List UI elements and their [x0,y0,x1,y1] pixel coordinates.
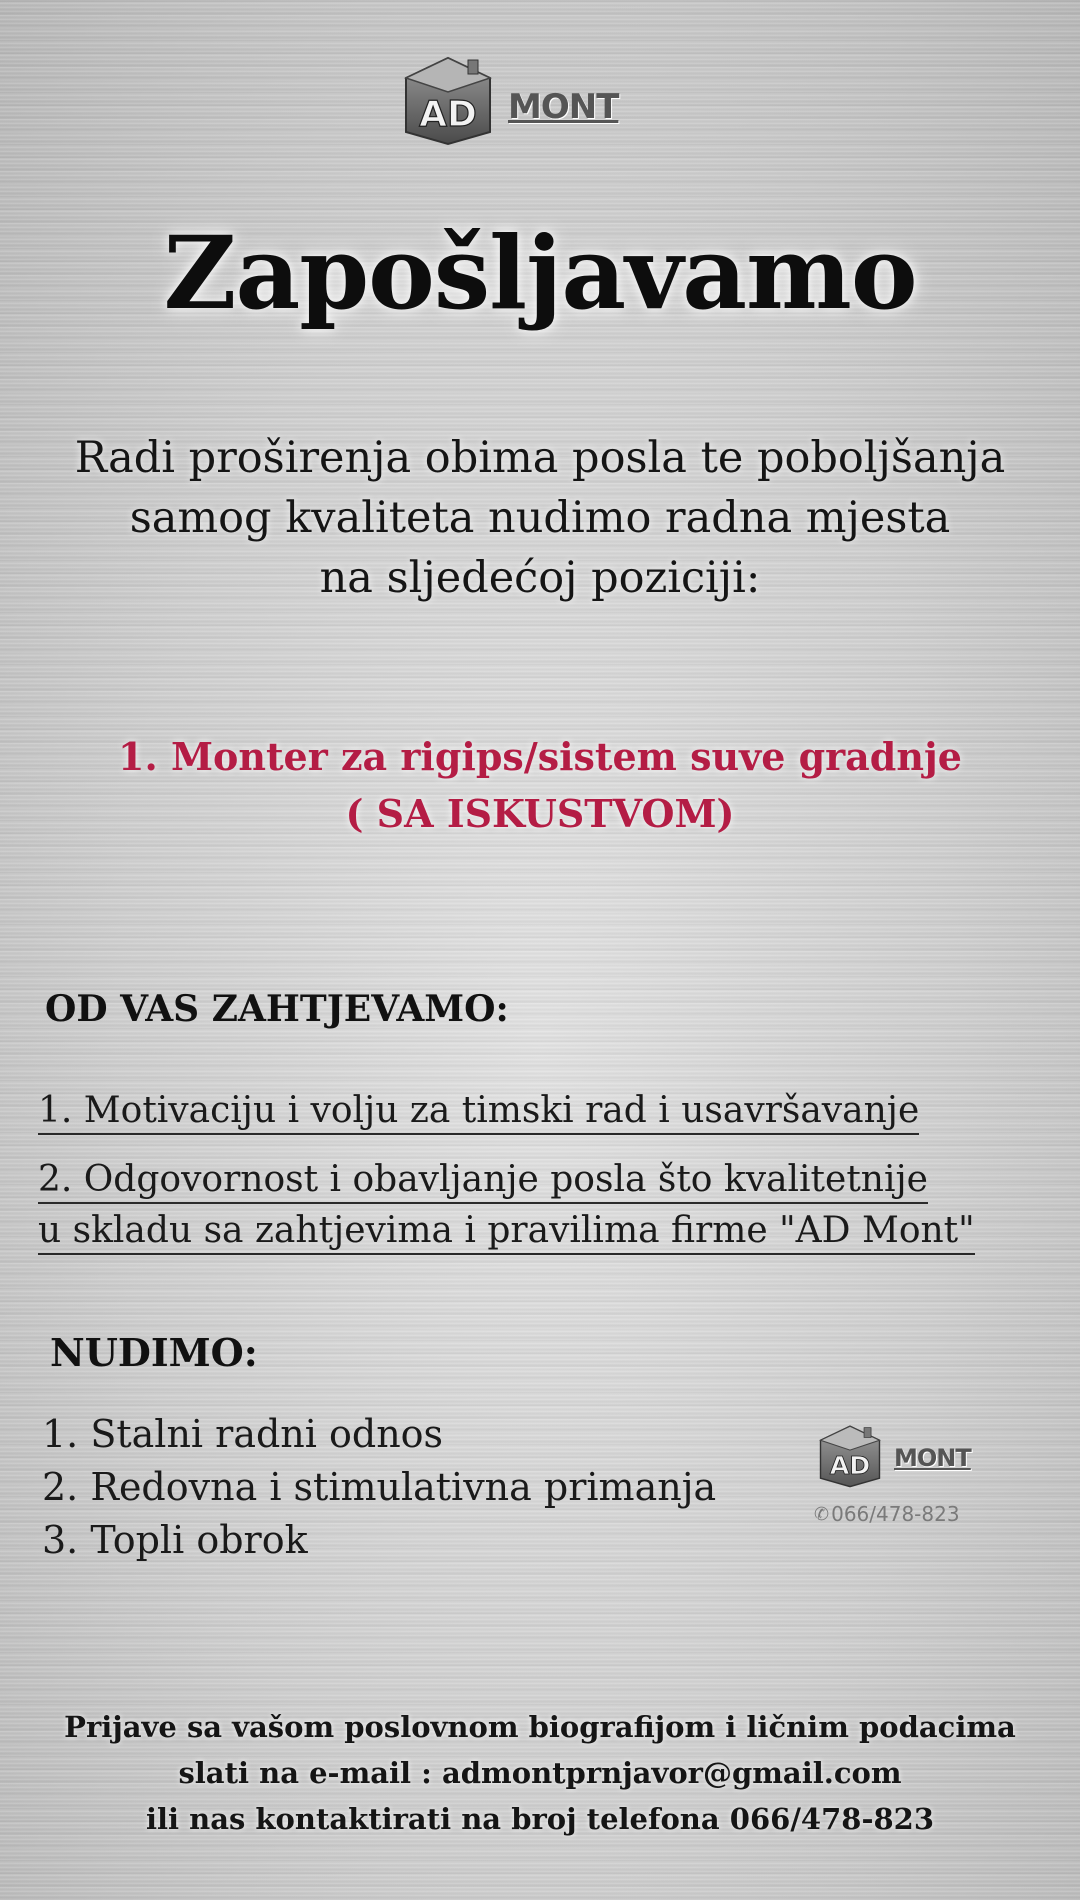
footer-line: ili nas kontaktirati na broj telefona 066/478-823 [145,1801,935,1836]
requirement-line: u skladu sa zahtjevima i pravilima firme "AD Mont" [38,1208,975,1255]
requirement-line: 1. Motivaciju i volju za timski rad i usavršavanje [38,1088,919,1135]
headline-title: Zapošljavamo [163,214,917,332]
job-position-title: 1. Monter za rigips/sistem suve gradnje [118,734,962,779]
job-position-note: ( SA ISKUSTVOM) [345,791,735,836]
offer-item: 2. Redovna i stimulativna primanja [42,1465,717,1510]
phone-icon: ✆ [814,1503,830,1525]
svg-text:AD: AD [419,94,477,135]
logo-phone-number: 066/478-823 [831,1502,960,1526]
offer-item: 3. Topli obrok [42,1518,308,1563]
intro-line: na sljedećoj poziciji: [319,553,761,604]
house-logo-icon [814,1422,886,1488]
intro-paragraph [0,428,1080,609]
requirement-item [38,1085,975,1136]
requirements-list [38,1085,975,1274]
job-position [0,728,1080,842]
intro-line: samog kvaliteta nudimo radna mjesta [129,493,951,544]
footer-line: slati na e-mail : admontprnjavor@gmail.com [178,1755,902,1790]
company-logo [398,52,618,146]
footer-line: Prijave sa vašom poslovnom biografijom i ličnim podacima [64,1710,1016,1744]
logo-wordmark-small: MONT [894,1444,971,1472]
company-logo-small [814,1422,971,1526]
intro-line: Radi proširenja obima posla te poboljšanja [74,433,1006,483]
offer-item: 1. Stalni radni odnos [42,1412,444,1456]
requirements-heading: OD VAS ZAHTJEVAMO: [45,988,509,1030]
requirement-line: 2. Odgovornost i obavljanje posla što kvalitetnije [38,1157,928,1204]
logo-wordmark: MONT [508,87,619,127]
offer-list [42,1408,716,1568]
house-logo-icon [398,52,498,146]
offer-heading: NUDIMO: [50,1330,258,1375]
requirement-item [38,1154,975,1256]
logo-phone [814,1502,971,1526]
contact-footer [0,1705,1080,1842]
svg-text:AD: AD [829,1450,871,1480]
